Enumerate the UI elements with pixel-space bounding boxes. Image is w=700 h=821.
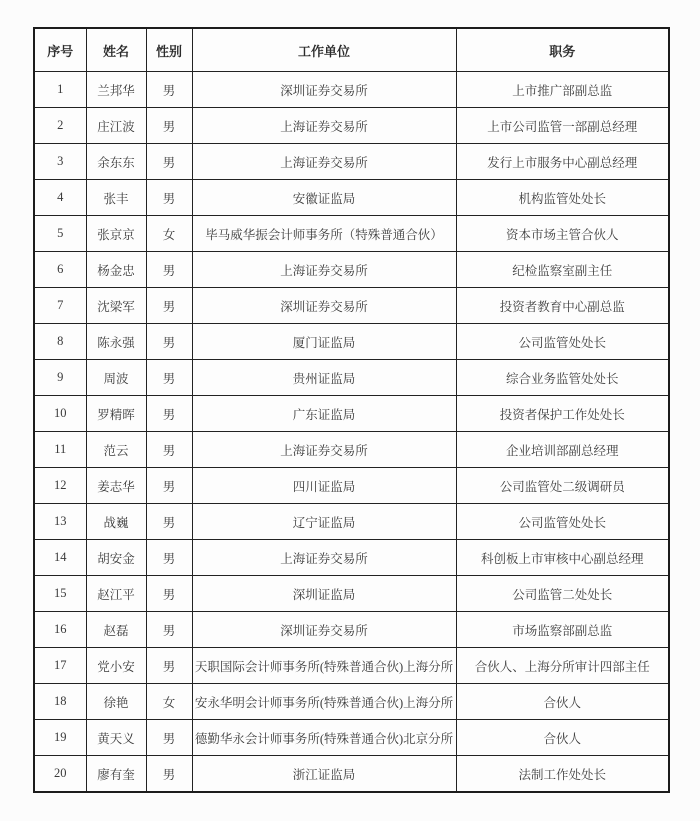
cell-employer: 深圳证券交易所 [192, 288, 456, 324]
cell-name: 战巍 [86, 504, 146, 540]
cell-name: 胡安金 [86, 540, 146, 576]
cell-gender: 男 [146, 144, 192, 180]
cell-position: 发行上市服务中心副总经理 [456, 144, 669, 180]
table-row [34, 252, 669, 288]
table-row [34, 108, 669, 144]
table-row [34, 612, 669, 648]
table-row [34, 216, 669, 252]
cell-name: 赵磊 [86, 612, 146, 648]
cell-position: 上市公司监管一部副总经理 [456, 108, 669, 144]
cell-gender: 男 [146, 180, 192, 216]
cell-position: 机构监管处处长 [456, 180, 669, 216]
cell-employer: 安徽证监局 [192, 180, 456, 216]
column-header-name: 姓名 [86, 28, 146, 72]
cell-gender: 男 [146, 504, 192, 540]
cell-position: 公司监管处处长 [456, 504, 669, 540]
column-header-no: 序号 [34, 28, 86, 72]
cell-employer: 安永华明会计师事务所(特殊普通合伙)上海分所 [192, 684, 456, 720]
cell-position: 公司监管处二级调研员 [456, 468, 669, 504]
cell-no: 16 [34, 612, 86, 648]
cell-employer: 贵州证监局 [192, 360, 456, 396]
cell-name: 姜志华 [86, 468, 146, 504]
cell-no: 11 [34, 432, 86, 468]
cell-position: 公司监管二处处长 [456, 576, 669, 612]
cell-no: 5 [34, 216, 86, 252]
cell-employer: 上海证券交易所 [192, 108, 456, 144]
table-row [34, 324, 669, 360]
cell-no: 8 [34, 324, 86, 360]
cell-position: 合伙人 [456, 684, 669, 720]
cell-no: 18 [34, 684, 86, 720]
cell-employer: 上海证券交易所 [192, 144, 456, 180]
cell-gender: 男 [146, 324, 192, 360]
cell-employer: 广东证监局 [192, 396, 456, 432]
cell-position: 资本市场主管合伙人 [456, 216, 669, 252]
cell-no: 7 [34, 288, 86, 324]
cell-position: 企业培训部副总经理 [456, 432, 669, 468]
cell-employer: 上海证券交易所 [192, 540, 456, 576]
cell-employer: 上海证券交易所 [192, 432, 456, 468]
cell-no: 14 [34, 540, 86, 576]
cell-no: 3 [34, 144, 86, 180]
cell-no: 15 [34, 576, 86, 612]
table-row [34, 720, 669, 756]
cell-employer: 深圳证券交易所 [192, 72, 456, 108]
cell-position: 法制工作处处长 [456, 756, 669, 793]
table-row [34, 72, 669, 108]
cell-no: 1 [34, 72, 86, 108]
cell-gender: 男 [146, 756, 192, 793]
table-row [34, 504, 669, 540]
table-row [34, 432, 669, 468]
cell-position: 科创板上市审核中心副总经理 [456, 540, 669, 576]
cell-position: 上市推广部副总监 [456, 72, 669, 108]
table-row [34, 144, 669, 180]
cell-position: 综合业务监管处处长 [456, 360, 669, 396]
cell-gender: 男 [146, 252, 192, 288]
cell-position: 合伙人、上海分所审计四部主任 [456, 648, 669, 684]
column-header-employer: 工作单位 [192, 28, 456, 72]
cell-gender: 男 [146, 72, 192, 108]
cell-name: 陈永强 [86, 324, 146, 360]
table-row [34, 396, 669, 432]
cell-position: 投资者教育中心副总监 [456, 288, 669, 324]
cell-gender: 女 [146, 216, 192, 252]
cell-name: 赵江平 [86, 576, 146, 612]
cell-no: 12 [34, 468, 86, 504]
cell-name: 兰邦华 [86, 72, 146, 108]
cell-employer: 深圳证券交易所 [192, 612, 456, 648]
cell-name: 张京京 [86, 216, 146, 252]
cell-gender: 男 [146, 432, 192, 468]
cell-no: 6 [34, 252, 86, 288]
cell-no: 2 [34, 108, 86, 144]
cell-employer: 德勤华永会计师事务所(特殊普通合伙)北京分所 [192, 720, 456, 756]
cell-gender: 男 [146, 720, 192, 756]
cell-position: 合伙人 [456, 720, 669, 756]
table-row [34, 360, 669, 396]
cell-no: 17 [34, 648, 86, 684]
table-row [34, 180, 669, 216]
cell-employer: 厦门证监局 [192, 324, 456, 360]
cell-no: 9 [34, 360, 86, 396]
roster-table [33, 27, 670, 793]
cell-name: 范云 [86, 432, 146, 468]
table-row [34, 540, 669, 576]
cell-name: 罗精晖 [86, 396, 146, 432]
cell-no: 4 [34, 180, 86, 216]
cell-position: 公司监管处处长 [456, 324, 669, 360]
cell-name: 周波 [86, 360, 146, 396]
table-row [34, 756, 669, 793]
roster-table-header [34, 28, 669, 72]
header-row [34, 28, 669, 72]
cell-gender: 男 [146, 360, 192, 396]
table-row [34, 288, 669, 324]
cell-name: 沈梁军 [86, 288, 146, 324]
table-row [34, 684, 669, 720]
cell-position: 纪检监察室副主任 [456, 252, 669, 288]
cell-name: 庄江波 [86, 108, 146, 144]
cell-gender: 男 [146, 468, 192, 504]
table-row [34, 648, 669, 684]
cell-gender: 男 [146, 576, 192, 612]
cell-employer: 辽宁证监局 [192, 504, 456, 540]
table-row [34, 468, 669, 504]
cell-employer: 毕马威华振会计师事务所（特殊普通合伙） [192, 216, 456, 252]
column-header-position: 职务 [456, 28, 669, 72]
cell-name: 杨金忠 [86, 252, 146, 288]
cell-gender: 男 [146, 648, 192, 684]
cell-name: 廖有奎 [86, 756, 146, 793]
cell-gender: 女 [146, 684, 192, 720]
cell-employer: 上海证券交易所 [192, 252, 456, 288]
cell-position: 投资者保护工作处处长 [456, 396, 669, 432]
cell-gender: 男 [146, 396, 192, 432]
cell-name: 余东东 [86, 144, 146, 180]
cell-name: 张丰 [86, 180, 146, 216]
cell-gender: 男 [146, 288, 192, 324]
cell-employer: 四川证监局 [192, 468, 456, 504]
cell-employer: 浙江证监局 [192, 756, 456, 793]
cell-gender: 男 [146, 612, 192, 648]
cell-name: 黄天义 [86, 720, 146, 756]
roster-table-body [34, 72, 669, 793]
cell-name: 徐艳 [86, 684, 146, 720]
cell-gender: 男 [146, 540, 192, 576]
cell-no: 13 [34, 504, 86, 540]
cell-no: 19 [34, 720, 86, 756]
column-header-gender: 性别 [146, 28, 192, 72]
cell-gender: 男 [146, 108, 192, 144]
cell-position: 市场监察部副总监 [456, 612, 669, 648]
cell-no: 20 [34, 756, 86, 793]
cell-name: 党小安 [86, 648, 146, 684]
table-row [34, 576, 669, 612]
cell-no: 10 [34, 396, 86, 432]
cell-employer: 深圳证监局 [192, 576, 456, 612]
cell-employer: 天职国际会计师事务所(特殊普通合伙)上海分所 [192, 648, 456, 684]
